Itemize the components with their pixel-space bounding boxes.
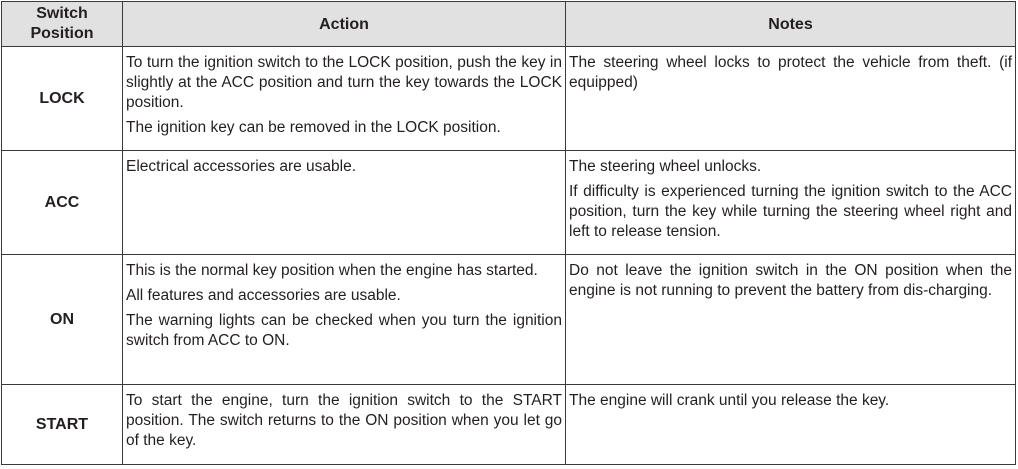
header-notes: Notes bbox=[566, 2, 1016, 47]
notes-text: The steering wheel locks to protect the vehicle from theft. (if equipped) bbox=[569, 54, 1012, 91]
header-position-line2: Position bbox=[30, 25, 94, 42]
action-cell-lock bbox=[123, 47, 566, 151]
notes-text: Do not leave the ignition switch in the ON position when the engine is not running to prevent the battery from dis-charging. bbox=[569, 262, 1012, 299]
action-text: The ignition key can be removed in the LOCK position. bbox=[126, 119, 501, 136]
header-switch-line1: Switch bbox=[36, 5, 88, 22]
notes-text: The engine will crank until you release the key. bbox=[569, 392, 890, 409]
notes-cell-on bbox=[566, 255, 1016, 385]
notes-cell-acc bbox=[566, 151, 1016, 255]
notes-cell-lock bbox=[566, 47, 1016, 151]
action-cell-start bbox=[123, 385, 566, 465]
action-text: The warning lights can be checked when you turn the ignition switch from ACC to ON. bbox=[126, 312, 562, 349]
table-row-lock bbox=[2, 47, 1016, 151]
position-cell-lock: LOCK bbox=[2, 47, 123, 151]
header-switch-position bbox=[2, 2, 123, 47]
header-action: Action bbox=[123, 2, 566, 47]
action-cell-acc bbox=[123, 151, 566, 255]
action-text: This is the normal key position when the engine has started. bbox=[126, 262, 538, 279]
notes-cell-start bbox=[566, 385, 1016, 465]
position-cell-on: ON bbox=[2, 255, 123, 385]
table-header-row bbox=[2, 2, 1016, 47]
notes-text: If difficulty is experienced turning the ignition switch to the ACC position, turn the key while turning the steering wheel right and left to release tension. bbox=[569, 183, 1012, 240]
position-cell-acc: ACC bbox=[2, 151, 123, 255]
action-text: To turn the ignition switch to the LOCK position, push the key in slightly at the ACC position and turn the key towards the LOCK position. bbox=[126, 54, 562, 111]
action-cell-on bbox=[123, 255, 566, 385]
action-text: Electrical accessories are usable. bbox=[126, 158, 357, 175]
ignition-switch-table bbox=[1, 1, 1016, 465]
table-row-start bbox=[2, 385, 1016, 465]
table-row-on bbox=[2, 255, 1016, 385]
table-row-acc bbox=[2, 151, 1016, 255]
action-text: All features and accessories are usable. bbox=[126, 287, 401, 304]
position-cell-start: START bbox=[2, 385, 123, 465]
action-text: To start the engine, turn the ignition switch to the START position. The switch returns to the ON position when you let go of the key. bbox=[126, 392, 562, 449]
notes-text: The steering wheel unlocks. bbox=[569, 158, 762, 175]
